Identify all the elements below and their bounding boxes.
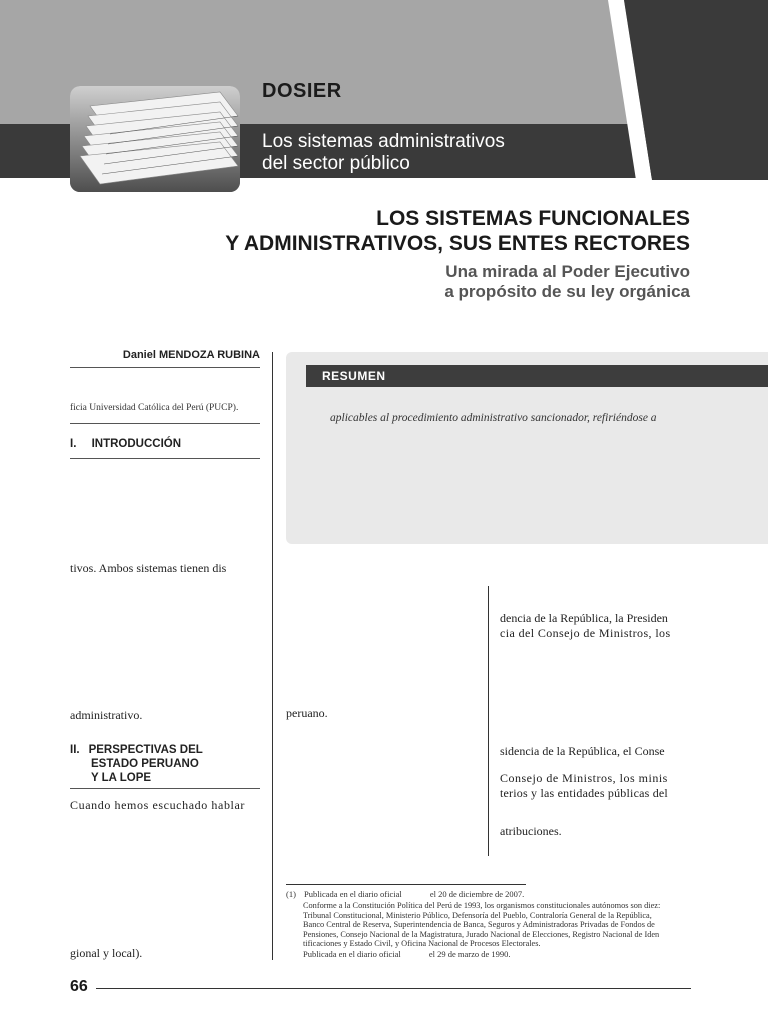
footnote-line: tificaciones y Estado Civil, y Oficina Nacional de Procesos Electorales. [303, 939, 541, 948]
dossier-subtitle [262, 131, 505, 175]
footnote-line: Conforme a la Constitución Política del Perú de 1993, los organismos constitucionales autónomos son diez: [303, 901, 661, 910]
paper-stack-image [70, 86, 240, 192]
section-2-line1: PERSPECTIVAS DEL [88, 744, 203, 756]
author-affiliation: ficia Universidad Católica del Perú (PUCP). [70, 403, 239, 413]
footnote-3-text-a: Publicada en el diario oficial [303, 949, 401, 959]
footnote-2 [303, 901, 691, 949]
divider [70, 458, 260, 459]
section-2-heading [70, 743, 203, 785]
section-2-line2: ESTADO PERUANO [91, 758, 199, 770]
footnote-rule [286, 884, 526, 885]
divider [70, 423, 260, 424]
footnote-1-marker: (1) [286, 889, 296, 899]
footnote-3-text-b: el 29 de marzo de 1990. [428, 949, 511, 959]
article-title-line1: LOS SISTEMAS FUNCIONALES [376, 207, 690, 230]
body-text: peruano. [286, 706, 328, 720]
body-text: gional y local). [70, 946, 143, 960]
footer-rule [96, 988, 691, 989]
footnote-line: Pensiones, Consejo Nacional de la Magistratura, Jurado Nacional de Elecciones, Registro Nacional de Iden [303, 929, 660, 939]
section-1-number: I. [70, 438, 77, 450]
divider [70, 788, 260, 789]
divider [70, 367, 260, 368]
column-rule [488, 586, 489, 856]
article-subtitle [444, 262, 690, 302]
article-subtitle-line1: Una mirada al Poder Ejecutivo [445, 262, 690, 281]
body-line: terios y las entidades públicas del [500, 786, 668, 800]
article-subtitle-line2: a propósito de su ley orgánica [444, 282, 690, 301]
section-1-title: INTRODUCCIÓN [91, 438, 182, 450]
footnote-1-text-a: Publicada en el diario oficial [304, 889, 402, 899]
footnote-line: Banco Central de Reserva, Superintendencia de Banca, Seguros y Administradoras Privadas de Fondos de [303, 920, 655, 929]
body-paragraph [500, 611, 690, 641]
footnote-1 [286, 889, 524, 899]
article-title-line2: Y ADMINISTRATIVOS, SUS ENTES RECTORES [225, 232, 690, 255]
body-text: tivos. Ambos sistemas tienen dis [70, 561, 227, 575]
body-text: sidencia de la República, el Conse [500, 744, 665, 758]
footnote-3 [303, 949, 511, 959]
article-title [225, 206, 690, 256]
body-line: dencia de la República, la Presiden [500, 611, 668, 625]
dossier-subtitle-line2: del sector público [262, 153, 410, 174]
body-line: cia del Consejo de Ministros, los [500, 626, 671, 640]
body-text: Cuando hemos escuchado hablar [70, 798, 246, 812]
section-label: DOSIER [262, 80, 342, 102]
section-1-heading [70, 438, 181, 450]
body-paragraph [500, 771, 668, 801]
body-text: atribuciones. [500, 824, 562, 838]
body-line: Consejo de Ministros, los minis [500, 771, 668, 785]
column-rule [272, 352, 273, 960]
section-2-line3: Y LA LOPE [91, 772, 152, 784]
section-2-number: II. [70, 744, 80, 756]
footnote-1-text-b: el 20 de diciembre de 2007. [429, 889, 525, 899]
abstract-label: RESUMEN [322, 369, 386, 383]
abstract-text: aplicables al procedimiento administrativo sancionador, refiriéndose a [330, 412, 657, 424]
body-text: administrativo. [70, 708, 143, 722]
author-name: Daniel MENDOZA RUBINA [122, 349, 260, 361]
footnote-line: Tribunal Constitucional, Ministerio Público, Defensoría del Pueblo, Contraloría General de la República, [303, 910, 652, 920]
dossier-subtitle-line1: Los sistemas administrativos [262, 131, 505, 152]
page-number: 66 [70, 978, 88, 995]
